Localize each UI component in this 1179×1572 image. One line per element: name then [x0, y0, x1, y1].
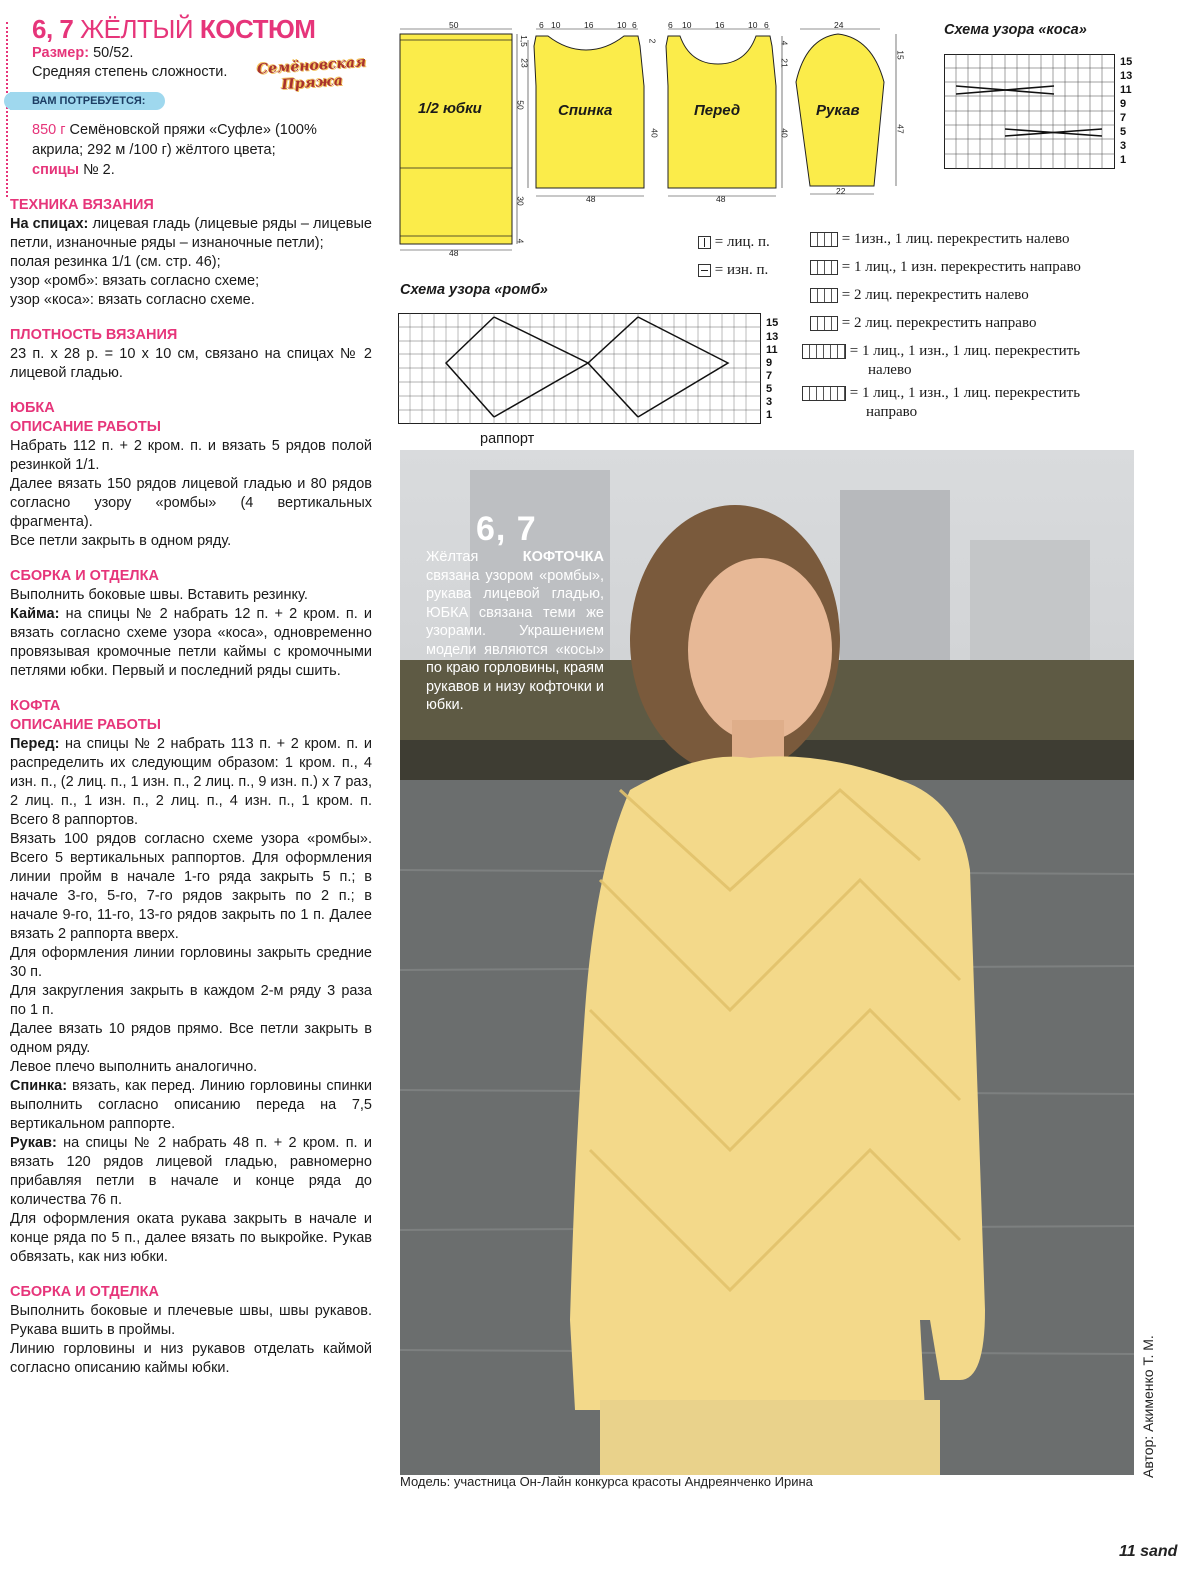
- sleeve-desc: на спицы № 2 набрать 48 п. + 2 кром. п. и вязать 120 рядов лицевой гладью, равномерно прибавляя петли в начале и конце ряда до количества 76 п.: [10, 1135, 372, 1208]
- dim-skirt-h1: 1,5: [518, 35, 529, 47]
- dim-skirt-h2: 50: [515, 100, 526, 110]
- back-desc: вязать, как перед. Линию горловины спинки выполнить согласно описанию переда на 7,5 вертикальном раппорте.: [10, 1078, 372, 1132]
- legend-cross-3-text: = 2 лиц. перекрестить налево: [841, 287, 1029, 303]
- rhombus-row-11: 11: [766, 344, 778, 356]
- border-text: на спицы № 2 набрать 12 п. + 2 кром. п. и вязать согласно схеме узора «коса», одновременно провязывая кромочные петли каймы с кромочными петлями юбки. Первый и последний ряды сшить.: [10, 606, 372, 679]
- sweater-assembly-heading: СБОРКА И ОТДЕЛКА: [10, 1284, 159, 1300]
- rhombus-row-9: 9: [766, 357, 773, 369]
- cable-row-5: 5: [1120, 126, 1127, 138]
- cable-row-11: 11: [1120, 84, 1132, 96]
- sweater-p4: Для закругления закрыть в каждом 2-м ряду 3 раза по 1 п.: [10, 983, 372, 1018]
- yarn-amount: 850 г: [32, 122, 66, 138]
- sleeve-piece-label: Рукав: [816, 102, 860, 119]
- cable-row-13: 13: [1120, 70, 1133, 82]
- density-heading: ПЛОТНОСТЬ ВЯЗАНИЯ: [10, 327, 178, 343]
- dim-back-l2: 40: [649, 128, 660, 138]
- legend-knit-text: = лиц. п.: [714, 234, 770, 250]
- technique-text: [10, 215, 372, 310]
- sweater-p6: Левое плечо выполнить аналогично.: [10, 1059, 258, 1075]
- dim-front-r1: 4: [779, 40, 790, 46]
- cross-3st-right-icon: [802, 386, 846, 401]
- brand-logo: [257, 54, 368, 105]
- front-label: Перед:: [10, 736, 60, 752]
- dim-sleeve-r1: 15: [895, 50, 906, 60]
- cable-row-15: 15: [1120, 56, 1133, 68]
- instructions-column: [10, 14, 372, 1378]
- legend-cross-5-text: = 1 лиц., 1 изн., 1 лиц. перекрестить: [849, 343, 1081, 359]
- cable-row-1: 1: [1120, 154, 1127, 166]
- legend-cross-6-text: = 1 лиц., 1 изн., 1 лиц. перекрестить: [849, 385, 1081, 401]
- legend-cross-4-text: = 2 лиц. перекрестить направо: [841, 315, 1037, 331]
- skirt-assembly-heading: СБОРКА И ОТДЕЛКА: [10, 568, 159, 584]
- skirt-heading-2: ОПИСАНИЕ РАБОТЫ: [10, 419, 161, 435]
- photo-description: [426, 548, 604, 715]
- photo-caption: Модель: участница Он-Лайн конкурса красоты Андреянченко Ирина: [400, 1474, 813, 1489]
- sweater-p5: Далее вязать 10 рядов прямо. Все петли закрыть в одном ряду.: [10, 1021, 372, 1056]
- front-desc: на спицы № 2 набрать 113 п. + 2 кром. п. и распределить их следующим образом: 1 кром. п., 4 изн. п., (2 лиц. п., 1 изн. п., 2 лиц. п., 9 изн. п.) x 7 раз, 2 лиц. п., 1 изн. п., 2 лиц. п., 4 изн. п., 1 кром. п. Всего 8 раппортов.: [10, 736, 373, 828]
- cross-2knit-right-icon: [810, 316, 838, 331]
- page-number: [1119, 1543, 1177, 1561]
- size-value: 50/52.: [93, 45, 134, 61]
- dim-sleeve-bottom: 22: [836, 186, 846, 196]
- rhombus-row-13: 13: [766, 331, 779, 343]
- dim-back-t4: 10: [617, 20, 627, 30]
- technique-l4: узор «коса»: вязать согласно схеме.: [10, 292, 255, 308]
- dim-back-r1: 2: [647, 38, 658, 44]
- dim-front-r2: 21: [779, 58, 790, 68]
- size-label: Размер:: [32, 45, 90, 61]
- photo-text-body: связана узором «ромбы», рукава лицевой гладью, ЮБКА связана теми же узорами. Украшением модели являются «косы» по краю горловины, краям рукавов и низу кофточки и юбки.: [426, 567, 604, 713]
- photo-text-pre: Жёлтая: [426, 549, 479, 565]
- cross-2knit-left-icon: [810, 288, 838, 303]
- skirt-assembly-p1: Выполнить боковые швы. Вставить резинку.: [10, 587, 308, 603]
- back-piece-label: Спинка: [558, 102, 613, 119]
- rhombus-repeat-label: раппорт: [480, 431, 535, 447]
- skirt-piece: [400, 34, 512, 244]
- legend-cross-6: [802, 385, 1080, 402]
- border-label: Кайма:: [10, 606, 60, 622]
- cross-purl-knit-left-icon: [810, 232, 838, 247]
- legend-knit: [698, 234, 770, 251]
- dim-back-t5: 6: [632, 20, 637, 30]
- knit-symbol-icon: [698, 236, 711, 249]
- technique-heading: ТЕХНИКА ВЯЗАНИЯ: [10, 197, 154, 213]
- back-text: [10, 1077, 372, 1134]
- legend-cross-1: [810, 231, 1069, 248]
- front-text: [10, 735, 372, 830]
- rhombus-row-1: 1: [766, 409, 773, 421]
- technique-l2: полая резинка 1/1 (см. стр. 46);: [10, 254, 221, 270]
- skirt-p1: Набрать 112 п. + 2 кром. п. и вязать 5 рядов полой резинкой 1/1.: [10, 438, 372, 473]
- photo-model-number: 6, 7: [476, 510, 537, 548]
- dim-sleeve-top: 24: [834, 20, 844, 30]
- skirt-p3: Все петли закрыть в одном ряду.: [10, 533, 232, 549]
- cross-knit-purl-right-icon: [810, 260, 838, 275]
- dim-front-t1: 6: [668, 20, 673, 30]
- sweater-p3: Для оформления линии горловины закрыть средние 30 п.: [10, 945, 372, 980]
- skirt-heading-1: ЮБКА: [10, 400, 55, 416]
- cable-schema-title: Схема узора «коса»: [944, 22, 1087, 38]
- dim-front-r3: 40: [779, 128, 790, 138]
- density-text: 23 п. x 28 р. = 10 x 10 см, связано на спицах № 2 лицевой гладью.: [10, 346, 372, 381]
- page-number-value: 11: [1119, 1543, 1136, 1560]
- technique-label: На спицах:: [10, 216, 89, 232]
- dim-back-l1: 23: [519, 58, 530, 68]
- dim-skirt-top: 50: [449, 20, 459, 30]
- dim-front-t2: 10: [682, 20, 692, 30]
- skirt-piece-label: 1/2 юбки: [418, 100, 482, 117]
- front-piece-label: Перед: [694, 102, 741, 119]
- dim-front-t4: 10: [748, 20, 758, 30]
- sweater-heading: [10, 697, 372, 735]
- cable-row-3: 3: [1120, 140, 1127, 152]
- legend-cross-5b: налево: [868, 362, 912, 378]
- author-credit: Автор: Акименко Т. М.: [1140, 1335, 1156, 1478]
- rhombus-schema-title: Схема узора «ромб»: [400, 282, 548, 298]
- magazine-brand: sand: [1140, 1543, 1178, 1560]
- dim-front-t3: 16: [715, 20, 725, 30]
- logo-line-1: Семёновская: [256, 54, 367, 78]
- sweater-assembly-p1: Выполнить боковые и плечевые швы, швы рукавов. Рукава вшить в проймы.: [10, 1303, 372, 1338]
- legend-cross-6b: направо: [866, 404, 918, 420]
- legend-purl: [698, 262, 768, 279]
- legend-cross-2-text: = 1 лиц., 1 изн. перекрестить направо: [841, 259, 1081, 275]
- needles-label: спицы: [32, 162, 80, 178]
- cable-row-7: 7: [1120, 112, 1127, 124]
- sweater-heading-1: КОФТА: [10, 698, 61, 714]
- rhombus-row-15: 15: [766, 317, 779, 329]
- model-number: 6, 7: [32, 14, 74, 44]
- yarn-desc: Семёновской пряжи «Суфле» (100% акрила; 292 м /100 г) жёлтого цвета;: [32, 122, 317, 158]
- title-light: ЖЁЛТЫЙ: [80, 14, 194, 44]
- technique-l3: узор «ромб»: вязать согласно схеме;: [10, 273, 260, 289]
- dim-front-t5: 6: [764, 20, 769, 30]
- legend-cross-1-text: = 1изн., 1 лиц. перекрестить налево: [841, 231, 1070, 247]
- legend-cross-4: [810, 315, 1036, 332]
- rhombus-row-3: 3: [766, 396, 773, 408]
- rhombus-row-5: 5: [766, 383, 773, 395]
- legend-cross-2: [810, 259, 1081, 276]
- rhombus-schema-grid: [398, 313, 762, 425]
- skirt-heading: [10, 399, 372, 437]
- legend-cross-5: [802, 343, 1080, 360]
- page-title: [32, 14, 372, 44]
- sleeve-text: [10, 1134, 372, 1210]
- dim-skirt-bottom: 48: [449, 248, 459, 258]
- purl-symbol-icon: [698, 264, 711, 277]
- materials-label: ВАМ ПОТРЕБУЕТСЯ:: [10, 92, 165, 110]
- sweater-heading-2: ОПИСАНИЕ РАБОТЫ: [10, 717, 161, 733]
- cross-3st-left-icon: [802, 344, 846, 359]
- sweater-p8: Для оформления оката рукава закрыть в начале и конце ряда по 5 п., далее вязать по выкройке. Рукав обвязать, как низ юбки.: [10, 1211, 372, 1265]
- technique-l1: лицевая гладь (лицевые ряды – лицевые петли, изнаночные ряды – изнаночные петли);: [10, 216, 372, 251]
- header-accent-bar: [6, 22, 9, 197]
- dim-skirt-h4: 4: [515, 238, 526, 244]
- dim-sleeve-r2: 47: [895, 124, 906, 134]
- skirt-assembly-p2: [10, 605, 372, 681]
- dim-back-t3: 16: [584, 20, 594, 30]
- legend-purl-text: = изн. п.: [714, 262, 769, 278]
- dim-back-t2: 10: [551, 20, 561, 30]
- photo-text-bold: КОФТОЧКА: [522, 549, 604, 565]
- pattern-pieces-diagram: [396, 16, 926, 266]
- cable-row-9: 9: [1120, 98, 1127, 110]
- dim-back-t1: 6: [539, 20, 544, 30]
- sweater-p2: Вязать 100 рядов согласно схеме узора «ромбы». Всего 5 вертикальных раппортов. Для оформления линии пройм в начале 1-го ряда закрыть 5 п.; в начале 3-го, 5-го, 7-го рядов закрыть по 2 п.; в начале 9-го, 11-го, 13-го рядов закрыть по 1 п. Далее вязать 2 раппорта вверх.: [10, 831, 372, 942]
- sleeve-label: Рукав:: [10, 1135, 57, 1151]
- back-label: Спинка:: [10, 1078, 68, 1094]
- dim-skirt-h3: 30: [515, 196, 526, 206]
- materials-text: [32, 120, 372, 180]
- logo-line-2: Пряжа: [280, 72, 344, 94]
- title-bold: КОСТЮМ: [199, 14, 316, 44]
- dim-front-bottom: 48: [716, 194, 726, 204]
- legend-cross-3: [810, 287, 1029, 304]
- complexity: Средняя степень сложности.: [32, 64, 228, 80]
- needles-value: № 2.: [83, 162, 115, 178]
- dim-back-bottom: 48: [586, 194, 596, 204]
- skirt-p2: Далее вязать 150 рядов лицевой гладью и 80 рядов согласно узору «ромбы» (4 вертикальных фрагмента).: [10, 476, 372, 530]
- sweater-assembly-p2: Линию горловины и низ рукавов отделать каймой согласно описанию каймы юбки.: [10, 1341, 372, 1376]
- cable-schema-grid: [944, 54, 1116, 170]
- rhombus-row-7: 7: [766, 370, 773, 382]
